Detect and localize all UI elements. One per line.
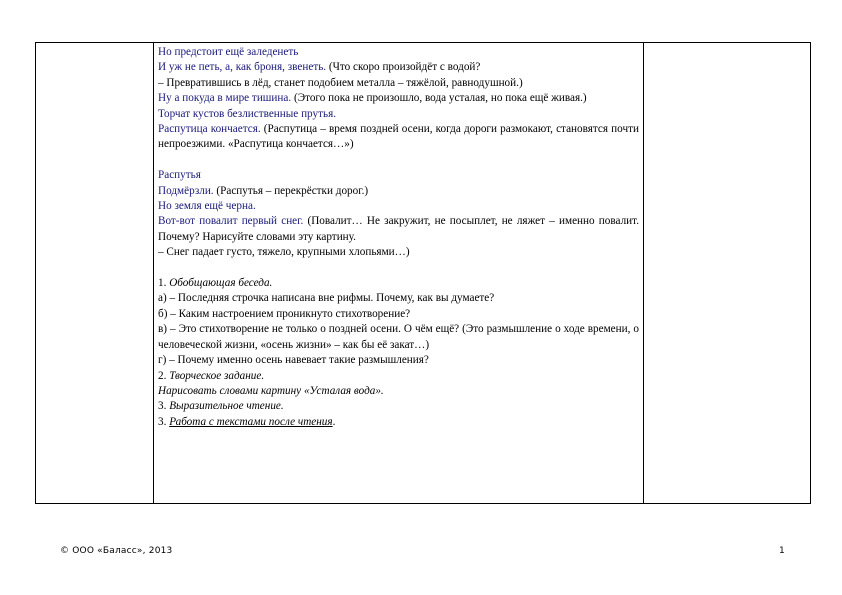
- poem-line: [158, 122, 639, 153]
- section-heading: [158, 415, 639, 430]
- poem-quote: Распутица кончается.: [158, 123, 261, 136]
- question-a: а) – Последняя строчка написана вне рифмы. Почему, как вы думаете?: [158, 292, 495, 305]
- poem-line: [158, 60, 639, 75]
- item-title: Обобщающая беседа.: [169, 277, 273, 290]
- commentary: (Распутица – время поздней осени, когда дороги размокают, становятся почти непроезжими. «Распутица кончается…»): [158, 123, 639, 151]
- table-row: [36, 43, 811, 504]
- item-number: 2.: [158, 369, 170, 382]
- lesson-text: [154, 43, 643, 430]
- right-column-cell: [644, 43, 811, 504]
- commentary: (Повалит… Не закружит, не посыплет, не ляжет – именно повалит. Почему? Нарисуйте словами эту картину.: [158, 215, 639, 243]
- poem-quote: Подмёрзли.: [158, 184, 214, 197]
- poem-line: [158, 107, 639, 122]
- section-heading: [158, 369, 639, 384]
- poem-quote: Но предстоит ещё заледенеть: [158, 46, 299, 58]
- section-heading: [158, 276, 639, 291]
- spacer: [158, 153, 639, 168]
- poem-quote: Распутья: [158, 169, 201, 182]
- punctuation: .: [332, 415, 336, 428]
- question-v: в) – Это стихотворение не только о поздней осени. О чём ещё? (Это размышление о ходе времени, о человеческой жизни, «осень жизни» – как бы её закат…): [158, 323, 639, 351]
- spacer: [158, 261, 639, 276]
- poem-line: [158, 45, 639, 60]
- question-g: г) – Почему именно осень навевает такие размышления?: [158, 354, 429, 367]
- item-number: 1.: [158, 277, 170, 290]
- commentary: (Что скоро произойдёт с водой?: [326, 61, 481, 74]
- task-text: Нарисовать словами картину «Усталая вода».: [158, 384, 384, 397]
- lesson-table: [35, 42, 811, 504]
- poem-quote: Но земля ещё черна.: [158, 200, 256, 213]
- item-number: 3.: [158, 400, 170, 413]
- page-number: 1: [779, 546, 785, 556]
- item-title: Работа с текстами после чтения: [169, 415, 333, 428]
- commentary: (Этого пока не произошло, вода усталая, но пока ещё живая.): [291, 92, 587, 105]
- commentary: (Распутья – перекрёстки дорог.): [213, 184, 369, 197]
- item-title: Выразительное чтение.: [169, 400, 284, 413]
- left-column-cell: [36, 43, 154, 504]
- content-cell: [154, 43, 644, 504]
- question-b: б) – Каким настроением проникнуто стихотворение?: [158, 307, 411, 320]
- poem-quote: Вот-вот повалит первый снег.: [158, 215, 304, 228]
- poem-line: [158, 168, 639, 183]
- section-heading: [158, 399, 639, 414]
- poem-line: [158, 184, 639, 199]
- poem-line: [158, 214, 639, 245]
- poem-quote: Ну а покуда в мире тишина.: [158, 92, 292, 105]
- commentary-line: – Снег падает густо, тяжело, крупными хлопьями…): [158, 246, 410, 259]
- poem-quote: Торчат кустов безлиственные прутья.: [158, 107, 337, 120]
- commentary-line: – Превратившись в лёд, станет подобием металла – тяжёлой, равнодушной.): [158, 76, 523, 89]
- item-number: 3.: [158, 415, 170, 428]
- poem-quote: И уж не петь, а, как броня, звенеть.: [158, 61, 327, 74]
- poem-line: [158, 199, 639, 214]
- item-title: Творческое задание.: [169, 369, 265, 382]
- copyright-footer: © ООО «Баласс», 2013: [60, 546, 173, 556]
- poem-line: [158, 91, 639, 106]
